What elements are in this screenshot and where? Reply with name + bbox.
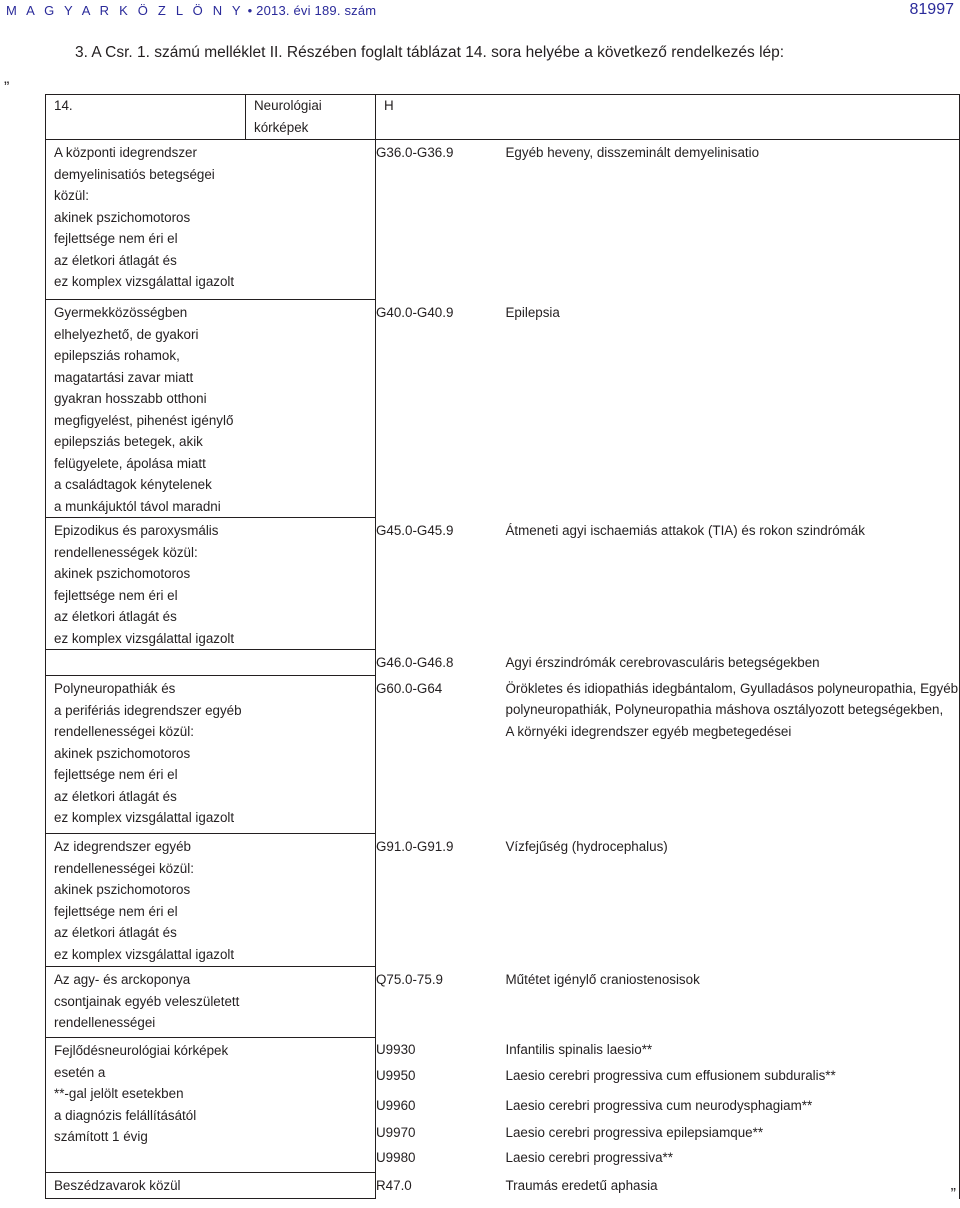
diagnosis-name: Egyéb heveny, disszeminált demyelinisatio bbox=[494, 140, 960, 300]
page-number: 81997 bbox=[909, 1, 954, 18]
icd-code: U9950 bbox=[376, 1064, 494, 1094]
table-row bbox=[46, 967, 960, 1038]
running-header bbox=[6, 3, 376, 18]
diagnosis-name: Agyi érszindrómák cerebrovasculáris betegségekben bbox=[494, 650, 960, 676]
row-number: 14. bbox=[46, 95, 246, 140]
icd-code: Q75.0-75.9 bbox=[376, 967, 494, 1038]
condition-description: Az agy- és arckoponya csontjainak egyéb veleszületett rendellenességei bbox=[46, 967, 376, 1038]
table-row bbox=[46, 1038, 960, 1064]
intro-paragraph: 3. A Csr. 1. számú melléklet II. Részében foglalt táblázat 14. sora helyébe a következő rendelkezés lép: bbox=[75, 44, 785, 61]
journal-title: M A G Y A R K Ö Z L Ö N Y bbox=[6, 3, 244, 18]
icd-code: U9960 bbox=[376, 1094, 494, 1121]
table-row bbox=[46, 300, 960, 518]
condition-description: Polyneuropathiák és a perifériás idegrendszer egyéb rendellenességei közül: akinek pszichomotoros fejlettsége nem éri el az életkori átlagát és ez komplex vizsgálattal igazolt bbox=[46, 676, 376, 834]
icd-code: G91.0-G91.9 bbox=[376, 834, 494, 967]
diagnosis-name: Örökletes és idiopathiás idegbántalom, Gyulladásos polyneuropathia, Egyéb polyneuropathiák, Polyneuropathia máshova osztályozott betegségekben, A környéki idegrendszer egyéb megbetegedései bbox=[494, 676, 960, 834]
opening-quote: „ bbox=[4, 70, 10, 87]
header-bullet: • bbox=[247, 3, 253, 18]
diagnosis-name: Laesio cerebri progressiva cum neurodysphagiam** bbox=[494, 1094, 960, 1121]
condition-description: Az idegrendszer egyéb rendellenességei közül: akinek pszichomotoros fejlettsége nem éri el az életkori átlagát és ez komplex vizsgálattal igazolt bbox=[46, 834, 376, 967]
diagnosis-name: Epilepsia bbox=[494, 300, 960, 518]
icd-code: G40.0-G40.9 bbox=[376, 300, 494, 518]
diagnosis-name: Infantilis spinalis laesio** bbox=[494, 1038, 960, 1064]
table-row bbox=[46, 676, 960, 834]
diagnosis-name: Laesio cerebri progressiva cum effusionem subduralis** bbox=[494, 1064, 960, 1094]
diagnosis-name: Laesio cerebri progressiva epilepsiamque** bbox=[494, 1121, 960, 1146]
diagnosis-name: Laesio cerebri progressiva** bbox=[494, 1146, 960, 1173]
row-flag: H bbox=[376, 95, 960, 140]
icd-code: R47.0 bbox=[376, 1173, 494, 1199]
condition-description bbox=[46, 650, 376, 676]
icd-code: U9930 bbox=[376, 1038, 494, 1064]
closing-quote: ” bbox=[950, 1186, 956, 1203]
diagnosis-name: Vízfejűség (hydrocephalus) bbox=[494, 834, 960, 967]
table-row bbox=[46, 140, 960, 300]
condition-description: Beszédzavarok közül bbox=[46, 1173, 376, 1199]
table-row bbox=[46, 650, 960, 676]
table-row bbox=[46, 1173, 960, 1199]
icd-code: G60.0-G64 bbox=[376, 676, 494, 834]
condition-description: Gyermekközösségben elhelyezhető, de gyakori epilepsziás rohamok, magatartási zavar miatt gyakran hosszabb otthoni megfigyelést, pihenést igénylő epilepsziás betegek, akik felügyelete, ápolása miatt a családtagok kénytelenek a munkájuktól távol maradni bbox=[46, 300, 376, 518]
diagnosis-name: Átmeneti agyi ischaemiás attakok (TIA) és rokon szindrómák bbox=[494, 518, 960, 650]
icd-code: G45.0-G45.9 bbox=[376, 518, 494, 650]
icd-code: U9970 bbox=[376, 1121, 494, 1146]
diagnosis-name: Műtétet igénylő craniostenosisok bbox=[494, 967, 960, 1038]
icd-code: U9980 bbox=[376, 1146, 494, 1173]
row-title: Neurológiai kórképek bbox=[246, 95, 376, 140]
icd-code: G36.0-G36.9 bbox=[376, 140, 494, 300]
amendment-table bbox=[45, 94, 960, 1199]
diagnosis-name: Traumás eredetű aphasia bbox=[494, 1173, 960, 1199]
condition-description: A központi idegrendszer demyelinisatiós betegségei közül: akinek pszichomotoros fejlettsége nem éri el az életkori átlagát és ez komplex vizsgálattal igazolt bbox=[46, 140, 376, 300]
condition-description: Fejlődésneurológiai kórképek esetén a **-gal jelölt esetekben a diagnózis felállításától számított 1 évig bbox=[46, 1038, 376, 1173]
table-header-row bbox=[46, 95, 960, 140]
table-row bbox=[46, 518, 960, 650]
table-row bbox=[46, 834, 960, 967]
issue-number: 2013. évi 189. szám bbox=[256, 3, 377, 18]
icd-code: G46.0-G46.8 bbox=[376, 650, 494, 676]
condition-description: Epizodikus és paroxysmális rendellenességek közül: akinek pszichomotoros fejlettsége nem éri el az életkori átlagát és ez komplex vizsgálattal igazolt bbox=[46, 518, 376, 650]
